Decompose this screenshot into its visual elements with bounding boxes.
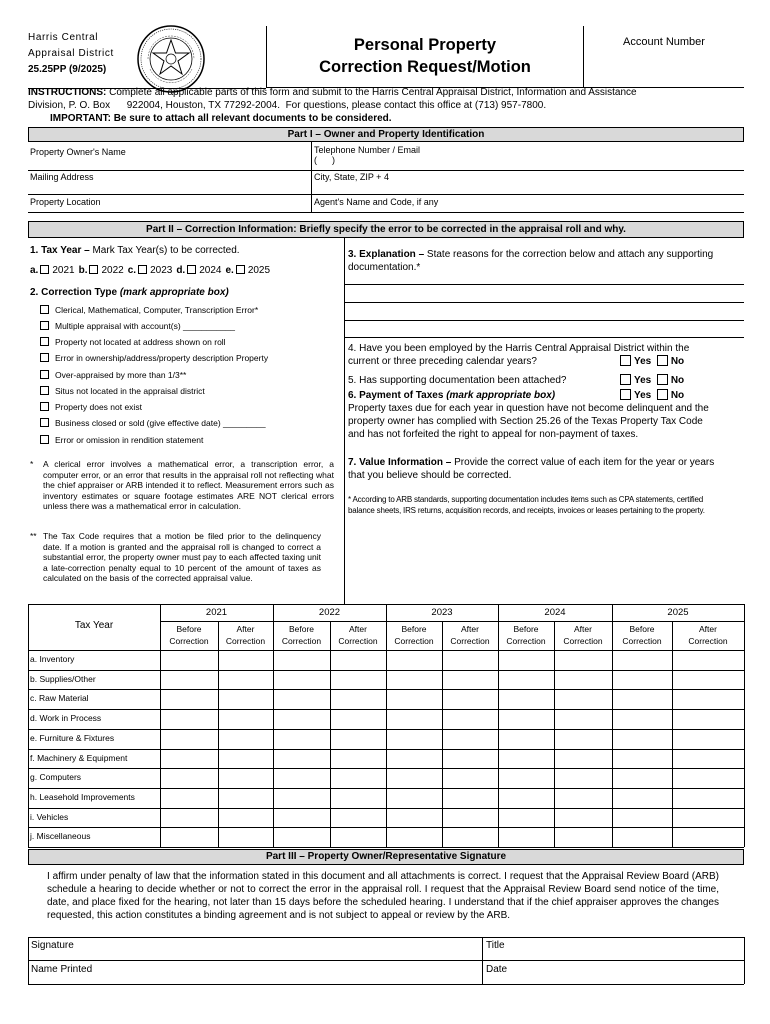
table-value-cell[interactable]	[331, 651, 386, 670]
q6-options: Yes No	[620, 389, 684, 401]
table-subheader-word: Correction	[563, 636, 603, 646]
form-title	[266, 26, 584, 88]
table-value-cell[interactable]	[219, 828, 273, 847]
table-value-cell[interactable]	[443, 828, 498, 847]
payment-text: Property taxes due for each year in question have not become delinquent and the property owner has complied with Section 25.26 of the Texas Property Tax Code and has not forfeited the right to appeal for non-payment of taxes.	[348, 403, 709, 440]
sig-rule-right	[744, 937, 745, 984]
table-row-label: g. Computers	[30, 772, 82, 783]
table-value-cell[interactable]	[387, 809, 442, 828]
agent-name-field[interactable]	[314, 197, 438, 207]
table-value-cell[interactable]	[274, 789, 330, 808]
correction-type-label: Situs not located in the appraisal district	[55, 386, 205, 396]
account-number-label: Account Number	[623, 36, 705, 48]
tax-year-option-2021	[30, 265, 75, 276]
tax-year-letter: d.	[176, 265, 186, 276]
correction-type-option	[40, 321, 235, 331]
table-value-cell[interactable]	[274, 828, 330, 847]
signature-field[interactable]	[31, 940, 481, 960]
q6-yes-checkbox[interactable]	[620, 389, 631, 400]
table-value-cell[interactable]	[161, 671, 218, 690]
table-value-cell[interactable]	[555, 828, 612, 847]
table-subheader-word: Correction	[225, 636, 266, 646]
correction-type-label: Error or omission in rendition statement	[55, 435, 204, 445]
sig-rule-mid	[28, 960, 744, 961]
table-after-header	[442, 623, 498, 647]
value-info-heading: 7. Value Information – Provide the correct value of each item for the year or years that you believe should be corrected.	[348, 457, 715, 481]
table-value-cell[interactable]	[613, 789, 672, 808]
table-value-cell[interactable]	[161, 690, 218, 709]
instructions-text1: Complete all applicable parts of this form and submit to the Harris Central Appraisal District, Information and Assistance	[106, 87, 637, 98]
tax-year-heading: 1. Tax Year – Mark Tax Year(s) to be corrected.	[30, 245, 240, 256]
date-label: Date	[486, 964, 508, 975]
table-value-cell[interactable]	[499, 789, 554, 808]
correction-type-label: Multiple appraisal with account(s) ___________	[55, 321, 236, 331]
table-value-cell[interactable]	[499, 730, 554, 749]
table-subheader-word: Correction	[450, 636, 490, 646]
table-value-cell[interactable]	[673, 769, 744, 788]
table-value-cell[interactable]	[555, 750, 612, 769]
part1-row-rule1	[28, 170, 744, 171]
table-subheader-word: Before	[401, 624, 427, 634]
tax-year-option-2022	[79, 265, 124, 276]
phone-email-label: Telephone Number / Email	[314, 145, 421, 155]
table-row-label: i. Vehicles	[30, 811, 69, 822]
instructions	[28, 86, 744, 125]
table-value-cell[interactable]	[274, 690, 330, 709]
sig-rule-left	[28, 937, 29, 984]
table-value-cell[interactable]	[499, 809, 554, 828]
date-field[interactable]	[486, 964, 742, 984]
table-value-cell[interactable]	[387, 690, 442, 709]
table-year-header: 2021	[205, 607, 228, 618]
table-value-cell[interactable]	[274, 671, 330, 690]
table-value-cell[interactable]	[499, 690, 554, 709]
district-seal-icon	[136, 24, 206, 94]
property-location-field[interactable]	[30, 197, 101, 207]
table-value-cell[interactable]	[673, 730, 744, 749]
correction-type-label: Error in ownership/address/property description Property	[55, 353, 269, 363]
table-value-cell[interactable]	[219, 710, 273, 729]
table-value-cell[interactable]	[499, 671, 554, 690]
owner-name-label: Property Owner's Name	[30, 147, 126, 157]
signature-label: Signature	[31, 940, 74, 951]
tax-year-checkbox-2021[interactable]	[40, 265, 49, 274]
table-year-header: 2024	[544, 607, 566, 618]
table-row-label: c. Raw Material	[30, 693, 89, 704]
table-value-cell[interactable]	[161, 750, 218, 769]
table-value-cell[interactable]	[219, 730, 273, 749]
part1-row-rule3	[28, 212, 744, 213]
table-value-cell[interactable]	[555, 730, 612, 749]
table-row-label: d. Work in Process	[30, 713, 102, 724]
title-line2: Correction Request/Motion	[319, 58, 531, 76]
table-subheader-word: Correction	[394, 636, 434, 646]
correction-type-label: Business closed or sold (give effective date) _________	[55, 418, 266, 428]
table-value-cell[interactable]	[555, 671, 612, 690]
table-subheader-word: Before	[176, 624, 202, 634]
table-subheader-word: Before	[513, 624, 539, 634]
table-value-cell[interactable]	[161, 789, 218, 808]
table-value-cell[interactable]	[331, 671, 386, 690]
table-value-cell[interactable]	[613, 828, 672, 847]
table-value-cell[interactable]	[161, 769, 218, 788]
table-value-cell[interactable]	[219, 651, 273, 670]
table-after-header	[330, 623, 386, 647]
table-value-cell[interactable]	[219, 789, 273, 808]
table-value-cell[interactable]	[161, 651, 218, 670]
table-row-label: h. Leasehold Improvements	[30, 791, 135, 802]
table-value-cell[interactable]	[387, 730, 442, 749]
table-subheader-word: Correction	[622, 636, 662, 646]
q4-options: Yes No	[620, 355, 684, 367]
table-border-left	[28, 604, 29, 847]
correction-type-checkbox[interactable]	[40, 305, 49, 314]
table-value-cell[interactable]	[274, 710, 330, 729]
table-border-right	[744, 604, 745, 847]
footnote-clerical: * A clerical error involves a mathematical error, a transcription error, a computer error, or an error that results in the appraisal roll not reflecting what the chief appraiser or ARB intended it to reflect. Measurement errors such as inventory estimates or square footage estimates ARE NOT clerical errors unless there was a mathematical error in calculation.	[30, 459, 334, 511]
correction-type-label: Clerical, Mathematical, Computer, Transcription Error*	[55, 305, 259, 315]
table-value-cell[interactable]	[219, 769, 273, 788]
q5-yes-checkbox[interactable]	[620, 374, 631, 385]
table-value-cell[interactable]	[443, 730, 498, 749]
table-value-cell[interactable]	[331, 710, 386, 729]
tax-year-label: 2024	[199, 265, 222, 276]
phone-paren: ( )	[314, 155, 335, 165]
name-printed-field[interactable]	[31, 964, 481, 984]
table-value-cell[interactable]	[673, 651, 744, 670]
table-value-cell[interactable]	[613, 690, 672, 709]
instructions-text2: Division, P. O. Box 922004, Houston, TX 77292-2004. For questions, please contact this office at (713) 957-7800.	[28, 100, 547, 111]
tax-year-checkbox-2023[interactable]	[138, 265, 147, 274]
table-value-cell[interactable]	[499, 750, 554, 769]
table-value-cell[interactable]	[161, 730, 218, 749]
table-value-cell[interactable]	[499, 828, 554, 847]
table-value-cell[interactable]	[387, 671, 442, 690]
part1-row-rule2	[28, 194, 744, 195]
table-value-cell[interactable]	[331, 750, 386, 769]
correction-type-label: Over-appraised by more than 1/3**	[55, 370, 187, 380]
table-before-header	[160, 623, 218, 647]
table-year-header: 2022	[318, 607, 341, 618]
arb-standards-note: * According to ARB standards, supporting documentation includes items such as CPA statements, certified balance sheets, IRS returns, acquisition records, and receipts, invoices or leases pertaining to the property.	[348, 495, 705, 515]
sig-rule-divider	[482, 937, 483, 984]
part1-header: Part I – Owner and Property Identification	[28, 127, 744, 142]
q5-options: Yes No	[620, 374, 684, 386]
tax-year-checkbox-2024[interactable]	[187, 265, 196, 274]
instructions-label: INSTRUCTIONS:	[28, 87, 107, 98]
q6-no-checkbox[interactable]	[657, 389, 668, 400]
table-value-cell[interactable]	[443, 769, 498, 788]
table-value-cell[interactable]	[673, 789, 744, 808]
org-name-line1: Harris Central	[28, 32, 99, 43]
table-value-cell[interactable]	[613, 809, 672, 828]
table-row-label: a. Inventory	[30, 654, 75, 664]
correction-type-checkbox[interactable]	[40, 370, 49, 379]
table-value-cell[interactable]	[673, 828, 744, 847]
part1-divider	[311, 142, 312, 212]
important-note: IMPORTANT: Be sure to attach all relevant documents to be considered.	[50, 113, 392, 124]
table-value-cell[interactable]	[274, 730, 330, 749]
tax-year-letter: a.	[30, 265, 39, 276]
table-value-cell[interactable]	[673, 750, 744, 769]
correction-type-option	[40, 435, 203, 445]
part2-header: Part II – Correction Information: Briefly specify the error to be corrected in the appraisal roll and why.	[28, 221, 744, 238]
table-value-cell[interactable]	[331, 828, 386, 847]
city-state-zip-field[interactable]	[314, 172, 389, 182]
table-value-cell[interactable]	[219, 809, 273, 828]
table-before-header	[273, 623, 330, 647]
table-value-cell[interactable]	[219, 690, 273, 709]
table-subheader-word: Before	[288, 624, 315, 634]
mailing-address-label: Mailing Address	[30, 172, 94, 182]
table-before-header	[386, 623, 442, 647]
tax-year-letter: b.	[78, 265, 88, 276]
table-value-cell[interactable]	[499, 651, 554, 670]
correction-type-checkbox[interactable]	[40, 418, 49, 427]
tax-year-label: 2023	[150, 265, 173, 276]
table-value-cell[interactable]	[161, 809, 218, 828]
agent-name-label: Agent's Name and Code, if any	[314, 197, 439, 207]
table-value-cell[interactable]	[387, 710, 442, 729]
table-before-header	[612, 623, 672, 647]
table-value-cell[interactable]	[387, 789, 442, 808]
table-subheader-word: After	[236, 624, 255, 634]
table-value-cell[interactable]	[387, 828, 442, 847]
title-field[interactable]	[486, 940, 742, 960]
table-subheader-word: After	[461, 624, 479, 634]
q4-no-checkbox[interactable]	[657, 355, 668, 366]
table-value-cell[interactable]	[274, 809, 330, 828]
tax-year-checkbox-2022[interactable]	[89, 265, 98, 274]
table-value-cell[interactable]	[673, 809, 744, 828]
tax-year-option-2025	[225, 265, 270, 276]
tax-year-option-2023	[128, 265, 173, 276]
mailing-address-field[interactable]	[30, 172, 94, 182]
tax-year-option-2024	[176, 265, 221, 276]
correction-type-option	[40, 337, 226, 347]
affirmation-text: I affirm under penalty of law that the information stated in this document and all attachments is correct. I request that the Appraisal Review Board (ARB) schedule a hearing to decide whether or not to correct the error in the appraisal roll. I request that the Appraisal Review Board send notice of the time, date, and place fixed for the hearing, not later than 15 days before the scheduled hearing. I understand that if the chief appraiser approves the changes requested, this action constitutes a binding agreement and is not subject to appeal or review by the ARB.	[47, 871, 719, 921]
correction-type-heading: 2. Correction Type (mark appropriate box)	[30, 287, 229, 298]
explanation-heading: 3. Explanation – State reasons for the correction below and attach any supporting documentation.*	[348, 249, 714, 273]
tax-year-label: 2025	[247, 265, 271, 276]
org-name-line2: Appraisal District	[28, 48, 114, 59]
table-value-cell[interactable]	[219, 750, 273, 769]
correction-type-option	[40, 370, 186, 380]
correction-type-option	[40, 418, 266, 428]
table-value-cell[interactable]	[331, 690, 386, 709]
table-value-cell[interactable]	[443, 789, 498, 808]
table-value-cell[interactable]	[555, 690, 612, 709]
table-row-label: f. Machinery & Equipment	[30, 752, 128, 763]
table-after-header	[554, 623, 612, 647]
property-location-label: Property Location	[30, 197, 101, 207]
correction-type-option	[40, 353, 268, 363]
question-employed: 4. Have you been employed by the Harris Central Appraisal District within the current or three preceding calendar years?	[348, 343, 690, 367]
table-row-rule	[28, 847, 744, 848]
table-subheader-word: Correction	[169, 636, 209, 646]
table-value-cell[interactable]	[387, 651, 442, 670]
table-value-cell[interactable]	[443, 750, 498, 769]
table-value-cell[interactable]	[613, 651, 672, 670]
table-value-cell[interactable]	[331, 789, 386, 808]
table-value-cell[interactable]	[387, 750, 442, 769]
table-value-cell[interactable]	[613, 730, 672, 749]
account-number-field[interactable]	[584, 26, 744, 88]
title-line1: Personal Property	[353, 36, 497, 54]
table-value-cell[interactable]	[161, 828, 218, 847]
table-row-label: e. Furniture & Fixtures	[30, 732, 115, 743]
correction-type-checkbox[interactable]	[40, 337, 49, 346]
table-value-cell[interactable]	[274, 769, 330, 788]
table-subheader-word: After	[349, 624, 367, 634]
table-year-header: 2023	[431, 607, 453, 618]
title-label: Title	[486, 940, 505, 951]
table-subheader-word: Correction	[281, 636, 322, 646]
table-subheader-word: After	[574, 624, 592, 634]
table-value-cell[interactable]	[555, 769, 612, 788]
correction-type-checkbox[interactable]	[40, 321, 49, 330]
table-value-cell[interactable]	[673, 690, 744, 709]
name-printed-label: Name Printed	[31, 964, 93, 975]
correction-type-checkbox[interactable]	[40, 435, 49, 444]
table-value-cell[interactable]	[387, 769, 442, 788]
tax-year-letter: e.	[225, 265, 234, 276]
table-value-cell[interactable]	[161, 710, 218, 729]
tax-year-letter: c.	[127, 265, 137, 276]
table-after-header	[218, 623, 273, 647]
table-subheader-word: Correction	[338, 636, 378, 646]
table-value-cell[interactable]	[443, 690, 498, 709]
sig-rule-top	[28, 937, 744, 938]
table-after-header	[672, 623, 744, 647]
table-row-label: j. Miscellaneous	[30, 831, 91, 842]
correction-type-option	[40, 386, 205, 396]
table-value-cell[interactable]	[613, 710, 672, 729]
sig-rule-bottom	[28, 984, 744, 985]
table-value-cell[interactable]	[443, 710, 498, 729]
table-value-cell[interactable]	[274, 750, 330, 769]
tax-year-options	[30, 265, 274, 276]
table-value-cell[interactable]	[555, 710, 612, 729]
q4-yes-checkbox[interactable]	[620, 355, 631, 366]
table-value-cell[interactable]	[555, 789, 612, 808]
table-subheader-word: After	[699, 624, 717, 634]
correction-type-option	[40, 402, 142, 412]
tax-year-label: 2021	[52, 265, 75, 276]
table-value-cell[interactable]	[499, 769, 554, 788]
correction-type-label: Property not located at address shown on roll	[55, 337, 226, 347]
question-documentation: 5. Has supporting documentation been attached?	[348, 375, 567, 386]
correction-type-checkbox[interactable]	[40, 402, 49, 411]
table-value-cell[interactable]	[555, 651, 612, 670]
footnote-motion: ** The Tax Code requires that a motion be filed prior to the delinquency date. If a motion is granted and the appraisal roll is changed to correct a substantial error, the property owner must pay to each affected taxing unit a late-correction penalty equal to 10 percent of the amount of taxes as calculated on the basis of the corrected appraisal value.	[30, 531, 321, 583]
q5-no-checkbox[interactable]	[657, 374, 668, 385]
question-payment: 6. Payment of Taxes (mark appropriate box)	[348, 390, 556, 401]
owner-name-field[interactable]	[30, 147, 126, 157]
table-value-cell[interactable]	[555, 809, 612, 828]
table-subheader-word: Correction	[688, 636, 728, 646]
tax-year-label: 2022	[101, 265, 124, 276]
city-state-zip-label: City, State, ZIP + 4	[314, 172, 389, 182]
table-year-rule	[160, 621, 744, 622]
table-value-cell[interactable]	[331, 730, 386, 749]
form-id: 25.25PP (9/2025)	[28, 64, 107, 75]
table-value-cell[interactable]	[331, 769, 386, 788]
phone-email-field[interactable]	[314, 145, 420, 165]
table-value-cell[interactable]	[274, 651, 330, 670]
part3-header: Part III – Property Owner/Representative Signature	[28, 849, 744, 865]
table-value-cell[interactable]	[613, 769, 672, 788]
table-subheader-word: Correction	[506, 636, 546, 646]
explanation-input[interactable]	[345, 284, 744, 338]
table-value-cell[interactable]	[499, 710, 554, 729]
correction-type-checkbox[interactable]	[40, 386, 49, 395]
correction-type-option	[40, 305, 258, 315]
correction-type-label: Property does not exist	[55, 402, 142, 412]
table-year-header: 2025	[667, 607, 689, 618]
table-value-cell[interactable]	[673, 671, 744, 690]
table-row-label: b. Supplies/Other	[30, 673, 96, 684]
correction-type-checkbox[interactable]	[40, 353, 49, 362]
table-value-cell[interactable]	[219, 671, 273, 690]
table-tax-year-header: Tax Year	[74, 620, 114, 631]
table-value-cell[interactable]	[443, 671, 498, 690]
table-value-cell[interactable]	[673, 710, 744, 729]
table-value-cell[interactable]	[331, 809, 386, 828]
table-subheader-word: Before	[629, 624, 655, 634]
table-before-header	[498, 623, 554, 647]
org-block	[28, 30, 114, 78]
table-value-cell[interactable]	[443, 651, 498, 670]
table-value-cell[interactable]	[613, 671, 672, 690]
table-value-cell[interactable]	[443, 809, 498, 828]
tax-year-checkbox-2025[interactable]	[236, 265, 245, 274]
table-value-cell[interactable]	[613, 750, 672, 769]
